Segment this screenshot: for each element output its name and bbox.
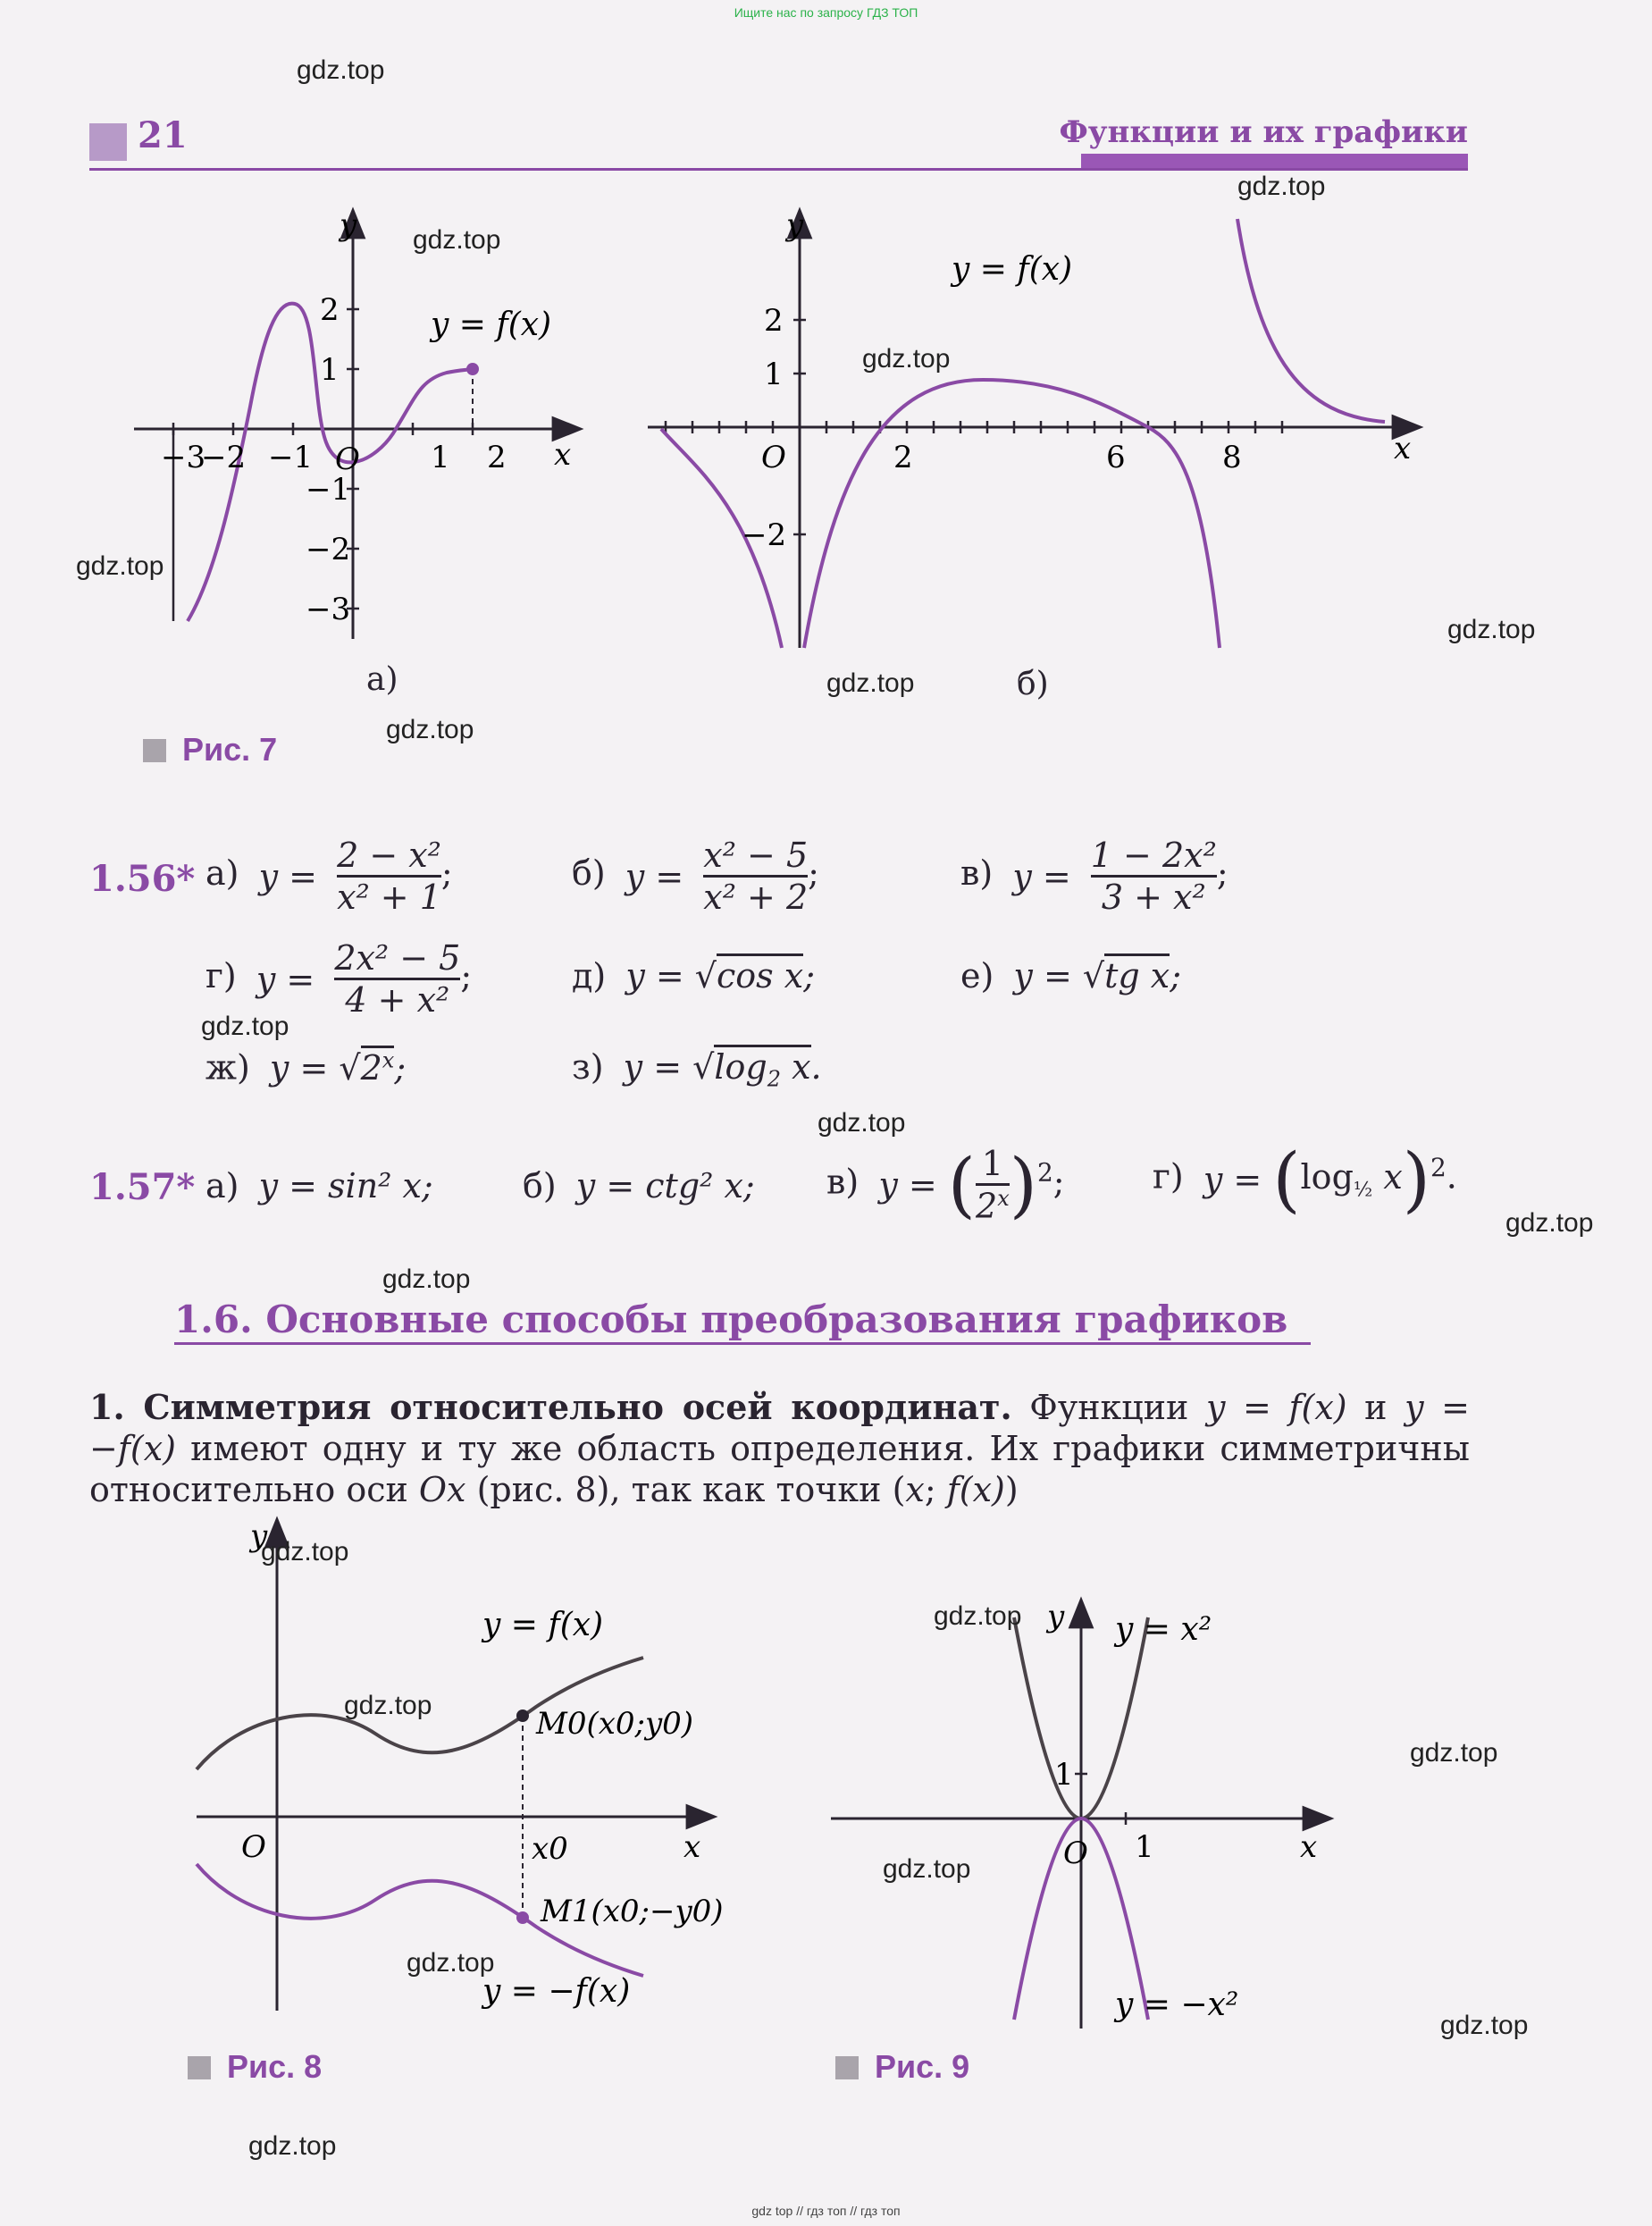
- problem-156-zh: ж) $y = √2^x$;: [205, 1047, 406, 1088]
- watermark: gdz.top: [1440, 2011, 1529, 2040]
- problem-156-z: з) $y = √\log_2$ x.: [572, 1047, 822, 1092]
- fig7b-ytick: 2: [764, 303, 784, 339]
- fig9-xlabel: x: [1300, 1829, 1318, 1865]
- problem-156-e: е) y = √tg x;: [960, 956, 1181, 995]
- fig8-xlabel: x: [683, 1829, 701, 1865]
- fig8-x0-label: x0: [532, 1831, 568, 1867]
- fig7a-ytick: −2: [306, 532, 351, 567]
- problem-156-g: г) y = $\frac{\text{2x² − 5}}{\text{4 + x²}}$ ;: [205, 938, 473, 1020]
- fig7b-xtick: 6: [1106, 440, 1126, 475]
- fig7a-ytick: −3: [306, 592, 351, 627]
- fig7a-ytick: 2: [320, 292, 340, 328]
- fig7b-graph: [643, 201, 1430, 684]
- watermark: gdz.top: [1505, 1208, 1594, 1238]
- paragraph-lead: 1. Симметрия относительно осей координат.: [89, 1387, 1012, 1427]
- caption-square-icon: [143, 739, 166, 762]
- watermark: gdz.top: [883, 1854, 971, 1884]
- problem-157-a: а) y = sin² x;: [205, 1166, 433, 1205]
- fig8-caption: Рис. 8: [188, 2048, 322, 2086]
- fig9-xtick: 1: [1135, 1829, 1154, 1865]
- fig9-graph: [822, 1591, 1340, 2037]
- section-paragraph: 1. Симметрия относительно осей координат. Функции y = f(x) и y = −f(x) имеют одну и ту же область определения. Их графики симметричны относительно оси Ox (рис. 8), так как точки (x; f(x)): [89, 1387, 1470, 1509]
- problem-number: 1.56*: [89, 858, 196, 900]
- watermark: gdz.top: [76, 551, 164, 581]
- watermark: gdz.top: [297, 55, 385, 85]
- watermark: gdz.top: [1447, 615, 1536, 644]
- fig7b-xtick: 2: [893, 440, 913, 475]
- problem-156-b: б) y = $\frac{\text{x² − 5}}{\text{x² + 2}}$ ;: [572, 836, 819, 917]
- problem-156-d: д) y = √cos x;: [572, 956, 815, 995]
- fig7a-ytick: 1: [320, 352, 340, 388]
- fig9-bottom-label: y = −x²: [1115, 1987, 1239, 2023]
- fig7a-func-label: y = f(x): [431, 307, 552, 343]
- problem-157-v: в) y = ( $\frac{1}{2^x}$ )$^2$;: [826, 1142, 1065, 1226]
- watermark: gdz.top: [261, 1537, 349, 1567]
- watermark: gdz.top: [862, 344, 951, 374]
- fig7b-ytick: −2: [742, 517, 787, 553]
- fig7-caption: Рис. 7: [143, 731, 277, 769]
- problem-156-v: в) y = $\frac{\text{1 − 2x²}}{\text{3 + x²}}$ ;: [960, 836, 1229, 917]
- fig7b-sublabel: б): [1017, 666, 1049, 702]
- fig7a-xtick: −3: [161, 440, 206, 475]
- watermark: gdz.top: [382, 1264, 471, 1294]
- problem-156-a: а) y = $\frac{\text{2 − x²}}{\text{x² + 1}}$ ;: [205, 836, 453, 917]
- fig9-origin: O: [1063, 1835, 1088, 1871]
- fig7b-func-label: y = f(x): [952, 251, 1073, 288]
- fig8-origin: O: [241, 1829, 266, 1865]
- fig9-ytick: 1: [1054, 1757, 1074, 1793]
- watermark: gdz.top: [1410, 1738, 1498, 1768]
- problem-number: 1.57*: [89, 1166, 196, 1208]
- page-number: 21: [138, 114, 188, 156]
- watermark: gdz.top: [818, 1108, 906, 1138]
- fig8-m0-label: M0(x0;y0): [536, 1706, 694, 1742]
- watermark: gdz.top: [1237, 172, 1326, 201]
- fig7a-xlabel: x: [554, 437, 572, 473]
- watermark: gdz.top: [248, 2131, 337, 2161]
- bottom-note: gdz top // гдз топ // гдз топ: [751, 2204, 901, 2218]
- fig7a-sublabel: а): [366, 661, 398, 698]
- fig8-m1-label: M1(x0;−y0): [541, 1894, 724, 1929]
- fig8-bottom-label: y = −f(x): [482, 1973, 631, 2010]
- fig8-top-label: y = f(x): [482, 1607, 604, 1643]
- section-title: 1.6. Основные способы преобразования графиков: [174, 1298, 1288, 1341]
- problem-157-b: б) y = ctg² x;: [523, 1166, 755, 1205]
- fig7a-endpoint: [466, 363, 479, 375]
- fig8-ylabel: y: [250, 1518, 268, 1554]
- fig9-top-label: y = x²: [1115, 1611, 1212, 1648]
- fig7b-origin: O: [761, 440, 786, 475]
- fig7b-xlabel: x: [1394, 431, 1412, 466]
- fig7a-xtick: −1: [268, 440, 314, 475]
- caption-square-icon: [835, 2056, 859, 2079]
- watermark: gdz.top: [413, 225, 501, 255]
- watermark: gdz.top: [201, 1012, 289, 1041]
- fig7a-xtick: 1: [431, 440, 450, 475]
- problem-157-g: г) $y = (\log_{\frac{1}{2}}$ x)$^2$.: [1153, 1138, 1457, 1221]
- header-rule: [89, 168, 1468, 171]
- fig7a-xtick: 2: [487, 440, 507, 475]
- fig9-ylabel: y: [1047, 1599, 1065, 1634]
- section-rule: [174, 1342, 1311, 1345]
- fig7a-graph: [134, 201, 634, 701]
- fig9-caption: Рис. 9: [835, 2048, 969, 2086]
- fig7b-ylabel: y: [786, 207, 804, 243]
- page-number-badge: [89, 123, 127, 161]
- top-note: Ищите нас по запросу ГДЗ ТОП: [734, 5, 918, 20]
- fig7b-xtick: 8: [1222, 440, 1242, 475]
- watermark: gdz.top: [826, 668, 915, 698]
- fig7a-ytick: −1: [306, 472, 351, 508]
- running-header-title: Функции и их графики: [1059, 114, 1468, 150]
- fig7a-ylabel: y: [340, 207, 357, 243]
- watermark: gdz.top: [386, 715, 474, 744]
- watermark: gdz.top: [934, 1601, 1022, 1631]
- caption-square-icon: [188, 2056, 211, 2079]
- fig7a-xtick: −2: [201, 440, 247, 475]
- watermark: gdz.top: [407, 1948, 495, 1978]
- watermark: gdz.top: [344, 1691, 432, 1720]
- header-accent-bar: [1081, 154, 1468, 168]
- fig7a-origin: O: [335, 441, 360, 477]
- fig7b-ytick: 1: [764, 357, 784, 392]
